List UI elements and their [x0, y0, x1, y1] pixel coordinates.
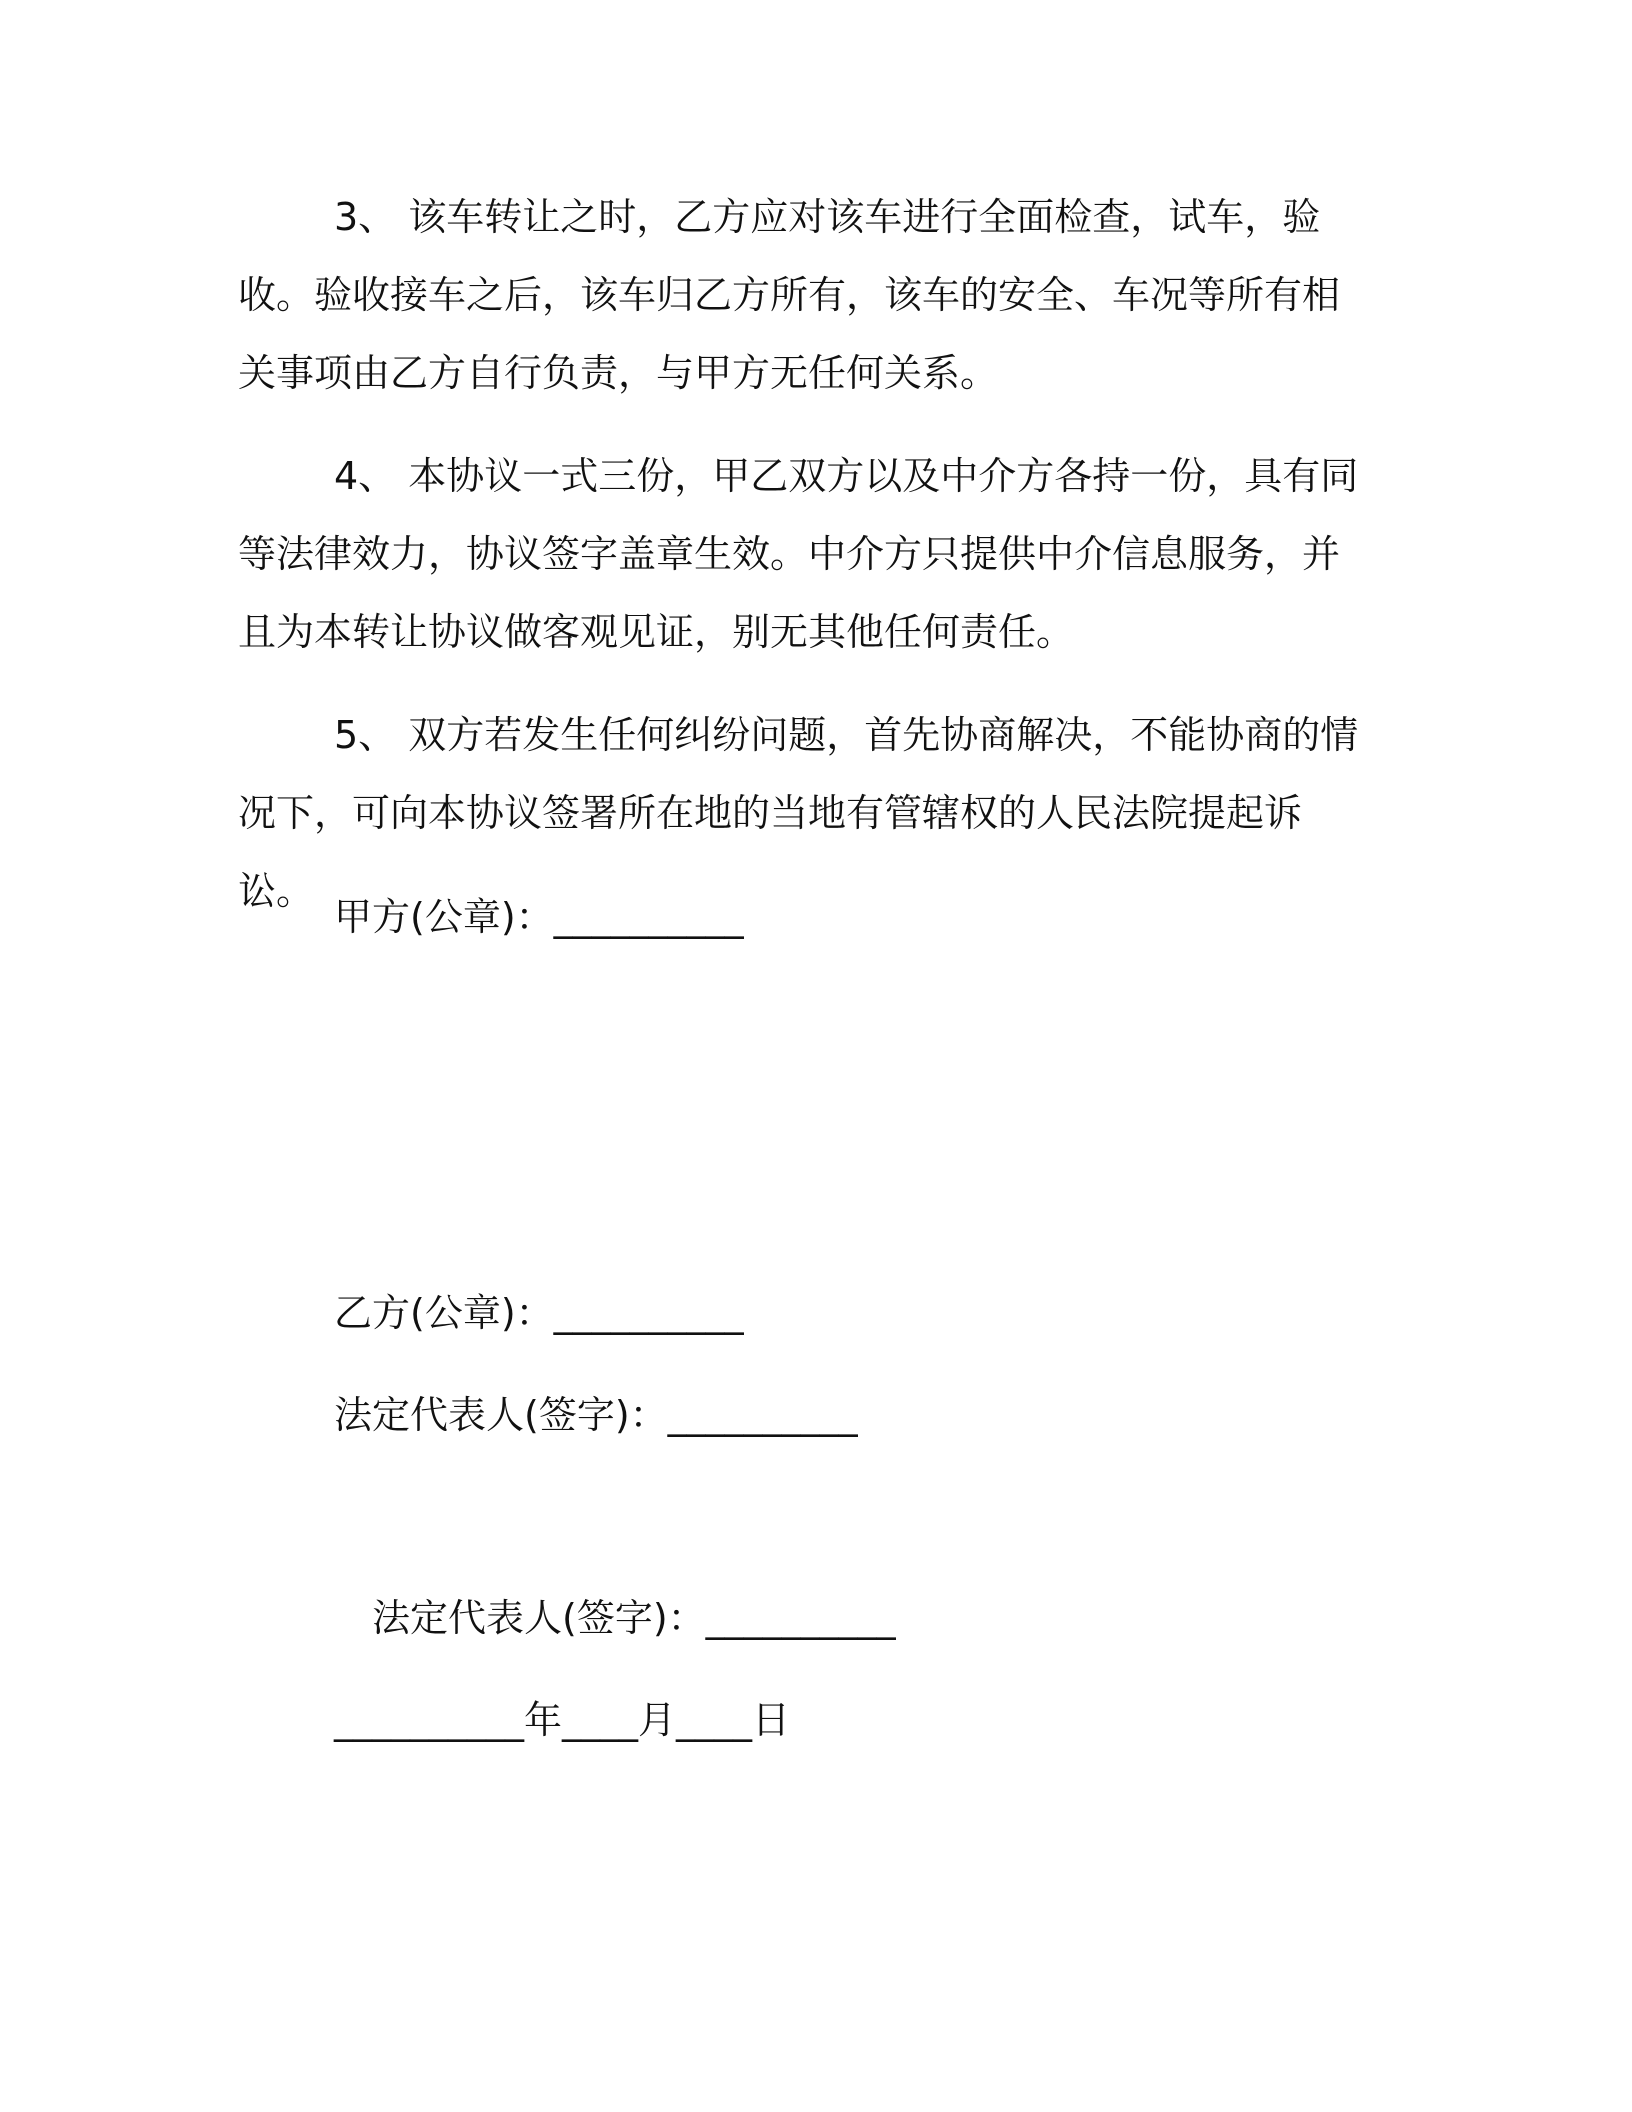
- clause-5-paragraph: 5、 双方若发生任何纠纷问题，首先协商解决，不能协商的情况下，可向本协议签署所在地的当地有管辖权的人民法院提起诉讼。: [238, 713, 1359, 913]
- party-a-seal-line: 甲方(公章)：__________: [334, 895, 744, 939]
- date-line: __________年____月____日: [334, 1698, 791, 1742]
- legal-representative-signature-line: 法定代表人(签字)：__________: [334, 1393, 858, 1437]
- clause-4-paragraph: 4、 本协议一式三份，甲乙双方以及中介方各持一份，具有同等法律效力，协议签字盖章生效。中介方只提供中介信息服务，并且为本转让协议做客观见证，别无其他任何责任。: [238, 454, 1359, 654]
- clause-3-paragraph: 3、 该车转让之时，乙方应对该车进行全面检查，试车，验收。验收接车之后，该车归乙方所有，该车的安全、车况等所有相关事项由乙方自行负责，与甲方无任何关系。: [238, 195, 1341, 395]
- legal-representative-signature-line-second: 法定代表人(签字)：__________: [372, 1596, 896, 1640]
- party-b-seal-line: 乙方(公章)：__________: [334, 1291, 744, 1335]
